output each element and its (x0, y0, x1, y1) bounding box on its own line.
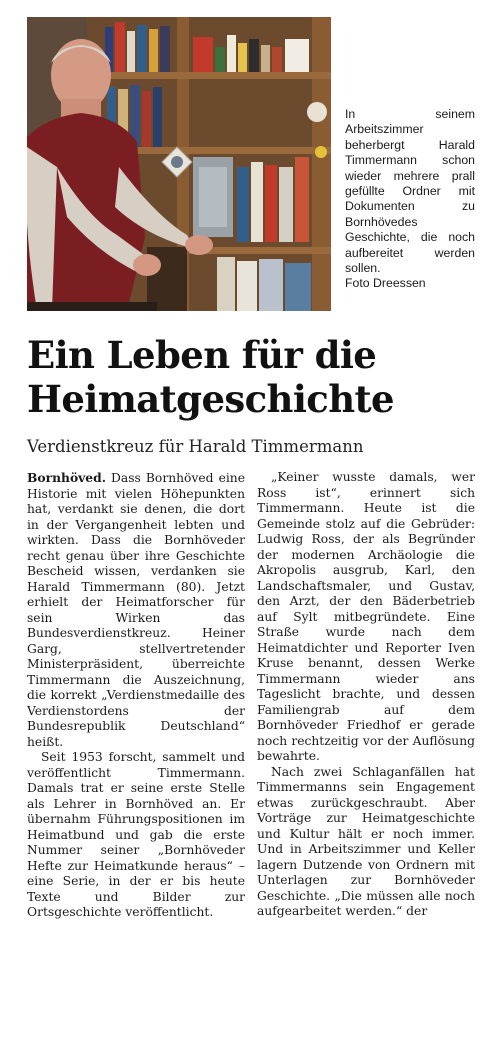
column-1-paragraph-1-text: Dass Bornhöved eine Historie mit vielen Höhepunkten hat, verdankt sie denen, die dort in der Vergangenheit lebten und wirkten. Dass die Bornhöveder recht genau über ihre Geschichte Bescheid wissen, verdanken sie Harald Timmermann (80). Jetzt erhielt der Heimatforscher für sein Wirken das Bundesverdienstkreuz. Heiner Garg, stellvertretender Ministerpräsident, überreichte Timmermann die Auszeichnung, die korrekt „Verdienstmedaille des Verdienstordens der Bundesrepublik Deutschland“ heißt. (27, 471, 245, 749)
article-column-2 (257, 470, 475, 920)
column-1-paragraph-2: Seit 1953 forscht, sammelt und veröffentlicht Timmermann. Damals trat er seine erste Stelle als Lehrer in Bornhöved an. Er übernahm Führungspositionen im Heimatbund und gab die erste Nummer seiner „Bornhöveder Hefte zur Heimatkunde heraus“ – eine Serie, in der er bis heute Texte und Bilder zur Ortsgeschichte veröffentlicht. (27, 750, 245, 919)
dateline: Bornhöved. (27, 470, 107, 485)
article-headline (27, 333, 467, 421)
article-column-1 (27, 470, 245, 921)
column-1-paragraph-1 (27, 470, 245, 750)
article-photo (27, 17, 331, 311)
caption-text: In seinem Arbeitszimmer beherbergt Harald Timmermann schon wieder mehrere prall gefüllte Ordner mit Dokumenten zu Bornhövedes Geschichte, die noch aufbereitet werden sollen. (345, 107, 475, 276)
photo-illustration (27, 17, 331, 311)
headline-line-2: Heimatgeschichte (27, 377, 394, 421)
column-2-paragraph-2: Nach zwei Schlaganfällen hat Timmermanns sein Engagement etwas zurückgeschraubt. Aber Vorträge zur Heimatgeschichte und Kultur hält er noch immer. Und in Arbeitszimmer und Keller lagern Dutzende von Ordnern mit Unterlagen zur Bornhöveder Geschichte. „Die müssen alle noch aufgearbeitet werden.“ der (257, 764, 475, 918)
column-2-paragraph-1: „Keiner wusste damals, wer Ross ist“, erinnert sich Timmermann. Heute ist die Gemeinde stolz auf die Gebrüder: Ludwig Ross, der als Begründer der modernen Archäologie die Akropolis ausgrub, Karl, den Landschaftsmaler, und Gustav, den Arzt, der den Bäderbetrieb auf Sylt mitbegründete. Eine Straße wurde nach dem Heimatdichter und Reporter Iven Kruse benannt, dessen Werke Timmermann wieder ans Tageslicht brachte, und dessen Familiengrab auf dem Bornhöveder Friedhof er gerade noch rechtzeitig vor der Auflösung bewahrte. (257, 470, 475, 763)
article-subheadline: Verdienstkreuz für Harald Timmermann (27, 437, 364, 456)
photo-caption (345, 107, 475, 292)
photo-credit: Foto Dreessen (345, 276, 426, 291)
headline-line-1: Ein Leben für die (27, 333, 377, 377)
